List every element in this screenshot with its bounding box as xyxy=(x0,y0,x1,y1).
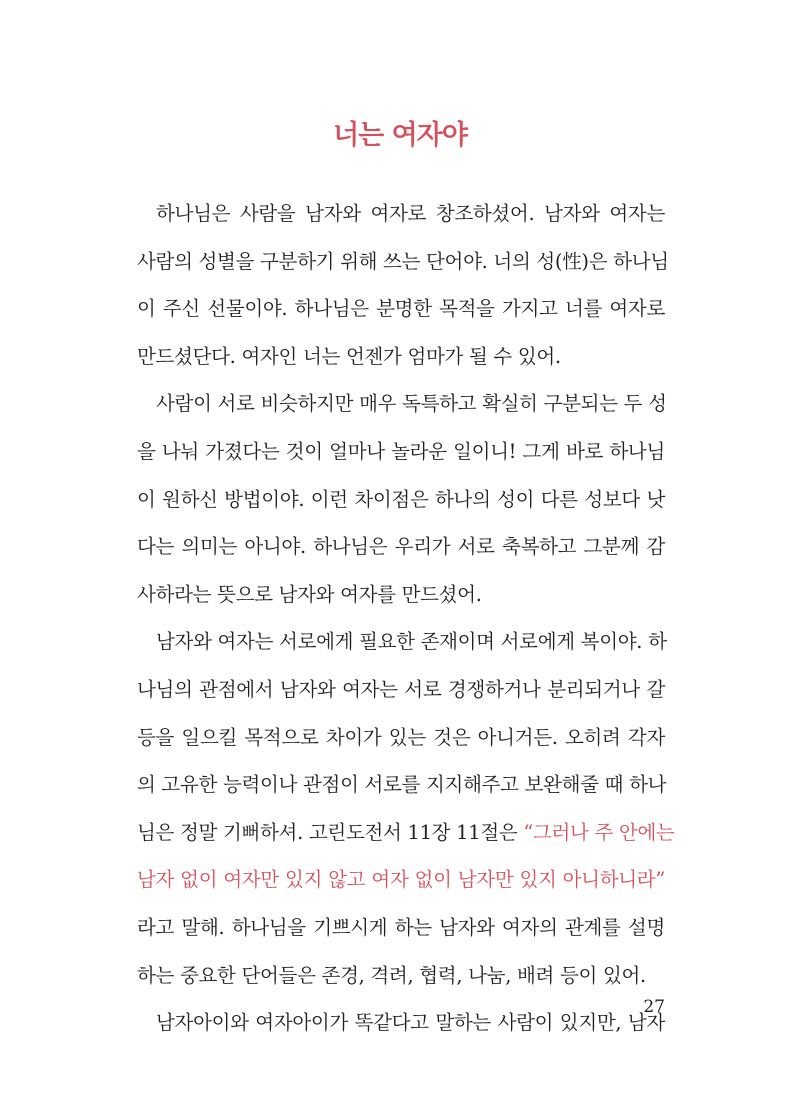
text-line: 의 고유한 능력이나 관점이 서로를 지지해주고 보완해줄 때 하나 xyxy=(137,773,667,797)
text-line: 라고 말해. 하나님을 기쁘시게 하는 남자와 여자의 관계를 설명 xyxy=(137,915,665,939)
text-line: 남자아이와 여자아이가 똑같다고 말하는 사람이 있지만, 남자 xyxy=(156,1011,665,1035)
text-line: 만드셨단다. 여자인 너는 언젠가 엄마가 될 수 있어. xyxy=(137,344,561,368)
text-line: 사람이 서로 비슷하지만 매우 독특하고 확실히 구분되는 두 성 xyxy=(156,392,667,416)
body-text xyxy=(137,190,675,1047)
text-line: 이 주신 선물이야. 하나님은 분명한 목적을 가지고 너를 여자로 xyxy=(137,297,665,321)
text-line: 등을 일으킬 목적으로 차이가 있는 것은 아니거든. 오히려 각자 xyxy=(137,725,665,749)
text-line: 다는 의미는 아니야. 하나님은 우리가 서로 축복하고 그분께 감 xyxy=(137,535,665,559)
chapter-title: 너는 여자야 xyxy=(333,120,467,151)
text-line-with-quote xyxy=(137,809,675,857)
text-line: 을 나눠 가졌다는 것이 얼마나 놀라운 일이니! 그게 바로 하나님 xyxy=(137,439,665,463)
text-line: 나님의 관점에서 남자와 여자는 서로 경쟁하거나 분리되거나 갈 xyxy=(137,677,665,701)
text-line: 사람의 성별을 구분하기 위해 쓰는 단어야. 너의 성(性)은 하나님 xyxy=(137,249,669,273)
text-line: 하는 중요한 단어들은 존경, 격려, 협력, 나눔, 배려 등이 있어. xyxy=(137,963,646,987)
bible-quote-start: “그러나 주 안에는 xyxy=(523,820,675,844)
text-segment: 님은 정말 기뻐하셔. 고린도전서 11장 11절은 xyxy=(137,820,524,844)
bible-quote-end: 남자 없이 여자만 있지 않고 여자 없이 남자만 있지 아니하니라” xyxy=(137,868,665,892)
text-line: 하나님은 사람을 남자와 여자로 창조하셨어. 남자와 여자는 xyxy=(156,202,665,225)
text-line: 남자와 여자는 서로에게 필요한 존재이며 서로에게 복이야. 하 xyxy=(156,630,667,654)
text-line: 사하라는 뜻으로 남자와 여자를 만드셨어. xyxy=(137,582,482,606)
page-number: 27 xyxy=(643,997,665,1017)
text-line: 이 원하신 방법이야. 이런 차이점은 하나의 성이 다른 성보다 낫 xyxy=(137,487,665,511)
